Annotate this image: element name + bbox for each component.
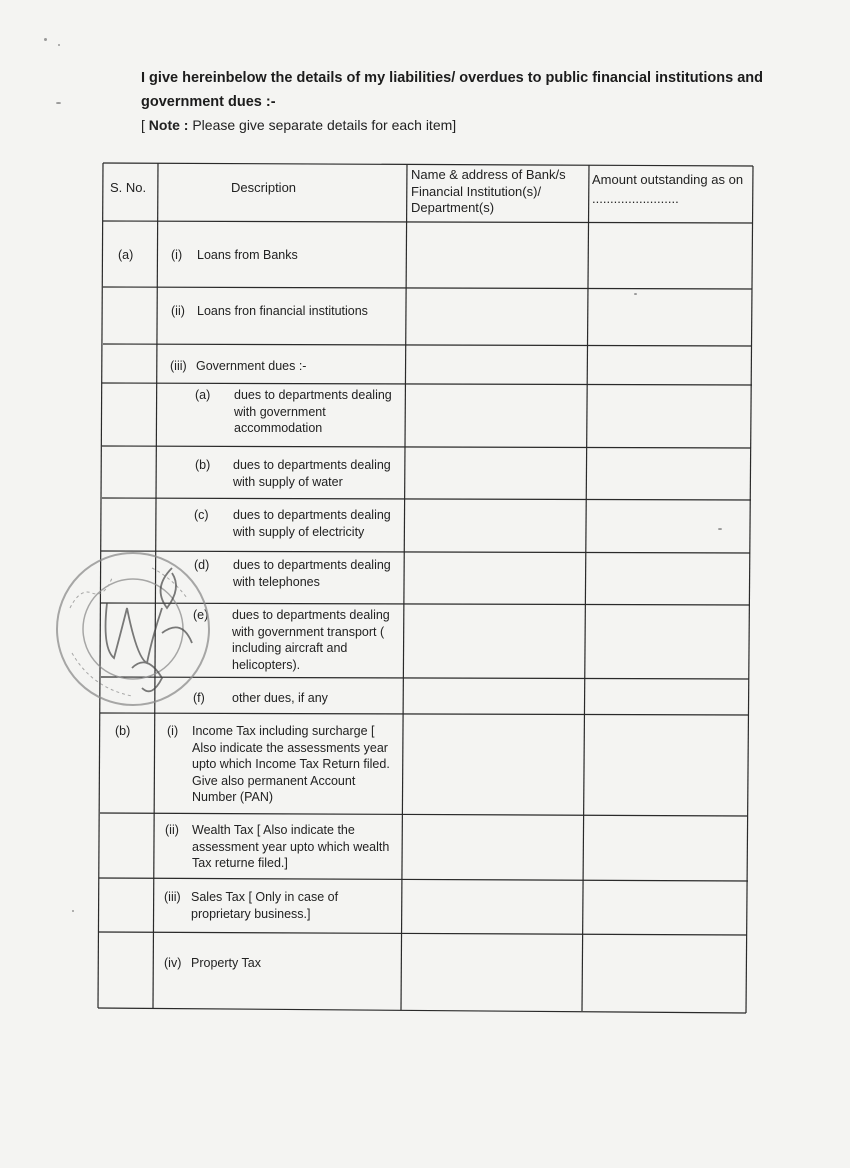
- dues-c-number: (c): [194, 508, 209, 522]
- note-open: [: [141, 117, 149, 133]
- row-dues-government-accommodation: dues to departments dealing with government accommodation: [234, 388, 392, 435]
- row-b-serial: (b): [115, 724, 131, 738]
- dues-a-number: (a): [195, 388, 211, 402]
- scan-speck: [58, 44, 60, 46]
- scan-speck: [56, 102, 61, 104]
- scan-speck: [72, 910, 74, 912]
- row-property-tax: Property Tax: [191, 956, 261, 970]
- row-b-iv-number: (iv): [164, 956, 182, 970]
- signature-scribble: [106, 568, 192, 691]
- row-a-i-number: (i): [171, 248, 183, 262]
- scan-speck: [634, 293, 637, 295]
- note-text: Please give separate details for each item]: [188, 117, 457, 133]
- row-dues-telephones: dues to departments dealing with telephones: [233, 558, 391, 589]
- declaration-heading: I give hereinbelow the details of my liabilities/ overdues to public financial institutions and government dues :-: [141, 70, 763, 110]
- row-dues-supply-of-water: dues to departments dealing with supply of water: [233, 458, 391, 489]
- row-loans-from-banks: Loans from Banks: [197, 248, 298, 262]
- office-seal-stamp: [52, 548, 214, 710]
- dues-d-number: (d): [194, 558, 210, 572]
- scan-speck: [718, 528, 722, 530]
- row-income-tax: Income Tax including surcharge [ Also indicate the assessments year upto which Income Tax Return filed. Give also permanent Account Number (PAN): [192, 724, 390, 804]
- row-wealth-tax: Wealth Tax [ Also indicate the assessment year upto which wealth Tax returne filed.]: [192, 823, 390, 870]
- header-description: Description: [231, 180, 297, 195]
- dues-b-number: (b): [195, 458, 211, 472]
- header-serial-number: S. No.: [110, 180, 147, 195]
- row-a-iii-number: (iii): [170, 359, 187, 373]
- row-a-serial: (a): [118, 248, 134, 262]
- row-dues-supply-of-electricity: dues to departments dealing with supply of electricity: [233, 508, 391, 539]
- row-loans-financial-institutions: Loans fron financial institutions: [197, 304, 368, 318]
- scan-speck: [44, 38, 47, 41]
- row-b-i-number: (i): [167, 724, 179, 738]
- row-other-dues: other dues, if any: [232, 691, 328, 705]
- row-b-iii-number: (iii): [164, 890, 181, 904]
- row-government-dues: Government dues :-: [196, 359, 307, 373]
- row-a-ii-number: (ii): [171, 304, 185, 318]
- dues-f-number: (f): [193, 691, 205, 705]
- row-b-ii-number: (ii): [165, 823, 179, 837]
- header-bank-name-address: Name & address of Bank/s Financial Institution(s)/ Department(s): [411, 167, 566, 215]
- row-sales-tax: Sales Tax [ Only in case of proprietary business.]: [191, 890, 339, 921]
- dues-e-number: (e): [193, 608, 209, 622]
- header-amount-outstanding: Amount outstanding as on ........................: [592, 172, 744, 206]
- note-label: Note :: [148, 117, 189, 133]
- row-dues-government-transport: dues to departments dealing with government transport ( including aircraft and helicopters).: [232, 608, 390, 672]
